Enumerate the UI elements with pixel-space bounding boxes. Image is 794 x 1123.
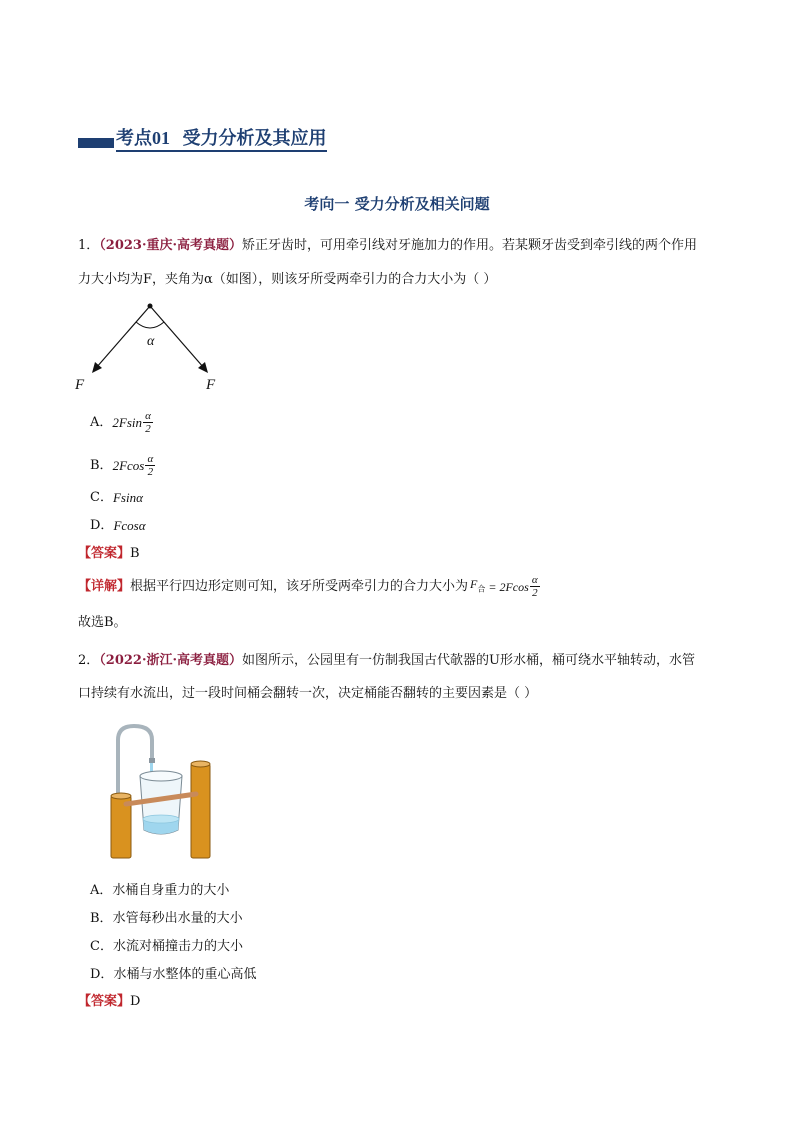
q1-force-diagram [70, 298, 230, 398]
formula-subscript: 合 [477, 584, 486, 594]
q2-text-line1: 如图所示，公园里有一仿制我国古代欹器的U形水桶，桶可绕水平轴转动，水管 [242, 653, 695, 668]
option-letter: B． [90, 911, 113, 926]
detail-formula-lhs [470, 574, 485, 599]
q1-option-c[interactable] [90, 488, 143, 508]
answer-tag: 【答案】 [78, 994, 131, 1009]
option-text: 水桶自身重力的大小 [112, 883, 230, 898]
section-number: 01 [152, 128, 170, 148]
bucket-water-surface [143, 815, 179, 823]
option-expression: 2Fsin [112, 414, 143, 430]
option-expression: Fsinα [112, 490, 143, 505]
q2-line2: 口持续有水流出，过一段时间桶会翻转一次，决定桶能否翻转的主要因素是（ ） [78, 686, 538, 701]
q1-number: 1． [78, 238, 100, 253]
q1-answer [78, 544, 140, 564]
right-post [191, 764, 210, 858]
answer-tag: 【答案】 [78, 546, 131, 561]
q1-option-b[interactable] [90, 453, 155, 478]
left-force-label: F [75, 377, 85, 393]
q2-bucket-figure [104, 722, 240, 860]
option-text: 水桶与水整体的重心高低 [113, 967, 257, 982]
answer-value: D [130, 994, 141, 1009]
option-expression: 2Fcos [112, 457, 145, 473]
option-letter: A． [90, 414, 113, 430]
angle-label: α [147, 334, 155, 349]
q2-option-b[interactable] [90, 909, 243, 929]
right-post-top [191, 761, 210, 767]
option-fraction [143, 410, 153, 435]
fraction-denominator: 2 [147, 466, 154, 478]
detail-text: 根据平行四边形定则可知，该牙所受两牵引力的合力大小为 [130, 578, 469, 594]
q1-detail [78, 574, 540, 599]
q1-line2: 力大小均为F，夹角为α（如图），则该牙所受两牵引力的合力大小为（ ） [78, 272, 497, 287]
detail-formula-rhs: = 2Fcos [488, 579, 529, 594]
q2-line1 [78, 651, 695, 671]
right-force-label: F [206, 377, 216, 393]
fraction-numerator: α [531, 574, 538, 587]
option-letter: D． [90, 518, 114, 533]
section-bar-decoration [78, 138, 114, 148]
q1-source: （2023·重庆·高考真题） [99, 238, 243, 253]
section-prefix: 考点 [116, 128, 152, 149]
formula-f: F [470, 577, 478, 591]
detail-tag: 【详解】 [78, 578, 131, 594]
bucket-rim [140, 771, 182, 781]
q1-option-d[interactable] [90, 516, 146, 536]
option-letter: C． [90, 490, 113, 505]
left-post-top [111, 793, 131, 799]
q2-option-d[interactable] [90, 965, 256, 985]
subsection-title: 考向一 受力分析及相关问题 [304, 195, 490, 213]
answer-value: B [130, 546, 140, 561]
option-text: 水流对桶撞击力的大小 [112, 939, 243, 954]
option-letter: B． [90, 457, 113, 473]
option-letter: A． [90, 883, 113, 898]
q2-source: （2022·浙江·高考真题） [99, 653, 243, 668]
q2-option-c[interactable] [90, 937, 243, 957]
angle-arc [136, 322, 164, 328]
q2-answer [78, 992, 140, 1012]
fraction-numerator: α [145, 410, 151, 422]
option-letter: D． [90, 967, 114, 982]
section-title-text: 受力分析及其应用 [182, 128, 327, 149]
detail-fraction [530, 574, 540, 599]
section-header [78, 126, 327, 152]
option-text: 水管每秒出水量的大小 [112, 911, 243, 926]
q1-line1 [78, 236, 697, 256]
option-expression: Fcosα [113, 518, 146, 533]
q2-number: 2． [78, 653, 100, 668]
fraction-denominator: 2 [145, 423, 151, 435]
left-force-arrow [96, 306, 150, 368]
pipe-nozzle [149, 758, 155, 763]
fraction-numerator: α [147, 453, 154, 465]
option-fraction [145, 453, 155, 478]
right-force-arrow [150, 306, 204, 368]
section-title [116, 127, 327, 152]
q2-option-a[interactable] [90, 881, 229, 901]
option-letter: C． [90, 939, 113, 954]
q1-text-line1: 矫正牙齿时，可用牵引线对牙施加力的作用。若某颗牙齿受到牵引线的两个作用 [242, 238, 698, 253]
q1-option-a[interactable] [90, 410, 153, 435]
fraction-denominator: 2 [532, 587, 538, 600]
q1-conclusion: 故选B。 [78, 615, 127, 630]
